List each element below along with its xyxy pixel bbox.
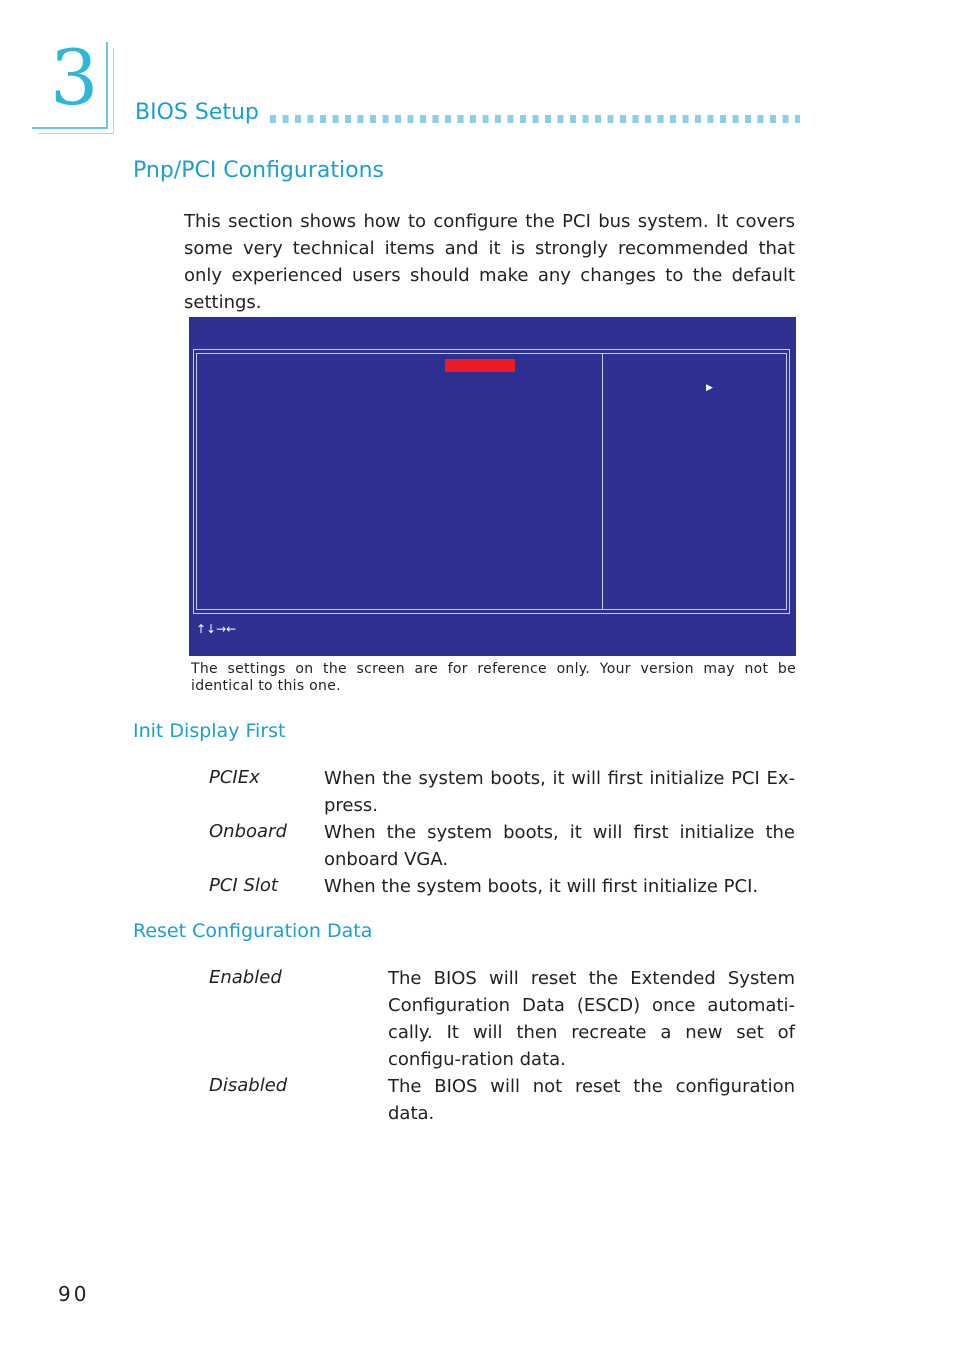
bios-panel-divider [602,353,603,610]
chapter-frame-line [113,48,114,134]
bios-nav-keys: ↑↓→← [196,622,237,636]
section-title: Pnp/PCI Configurations [133,158,384,183]
dotted-rule [270,115,800,123]
chapter-frame-line [38,133,114,134]
option-term: Enabled [209,967,282,988]
bios-frame-inner [196,353,787,610]
screenshot-caption: The settings on the screen are for reference only. Your version may not be identical to this one. [191,661,796,694]
chapter-number: 3 [50,33,99,122]
triangle-right-icon: ▶ [706,383,713,393]
option-description: The BIOS will not reset the configuration data. [388,1076,795,1124]
option-term: PCI Slot [209,875,278,896]
chapter-frame-line [32,127,108,129]
option-term: PCIEx [209,767,260,788]
subsection-title-reset-configuration-data: Reset Configuration Data [133,920,373,942]
option-description: The BIOS will reset the Extended System Configuration Data (ESCD) once automati-cally. It will then recreate a new set of configu-ration data. [388,968,795,1070]
option-description: When the system boots, it will first initialize PCI. [324,876,759,897]
page-number: 90 [58,1282,90,1306]
option-description: When the system boots, it will first initialize PCI Ex-press. [324,768,795,816]
option-term: Disabled [209,1075,288,1096]
bios-screenshot [189,317,796,656]
intro-paragraph: This section shows how to configure the PCI bus system. It covers some very technical items and it is strongly recommended that only experienced users should make any changes to the default settings. [184,211,795,313]
option-term: Onboard [209,821,287,842]
chapter-frame-line [106,42,108,128]
option-description: When the system boots, it will first initialize the onboard VGA. [324,822,795,870]
chapter-title: BIOS Setup [135,100,259,125]
bios-selected-item-highlight [445,359,515,372]
subsection-title-init-display-first: Init Display First [133,720,286,742]
